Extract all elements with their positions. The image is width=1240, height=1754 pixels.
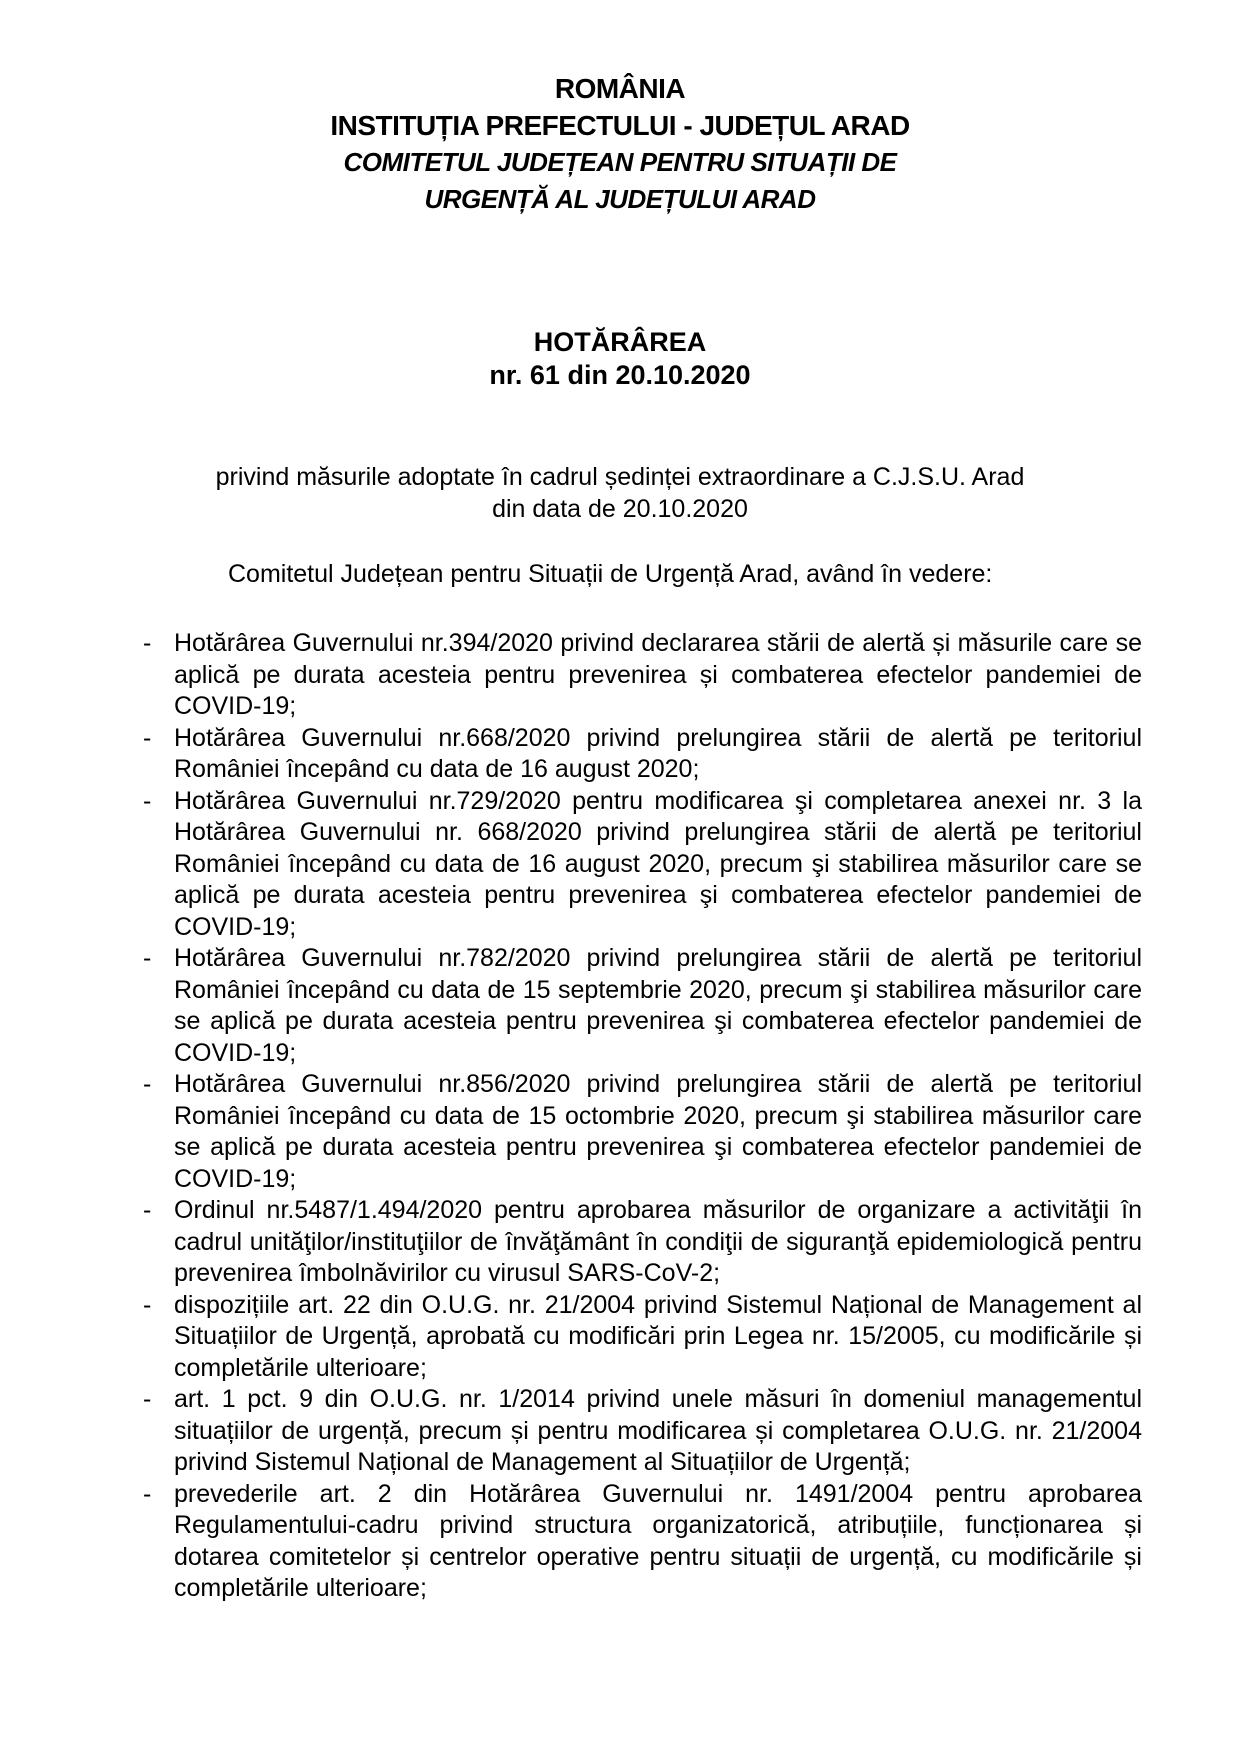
subject-line-1: privind măsurile adoptate în cadrul ședinței extraordinare a C.J.S.U. Arad [215,463,1025,491]
consideration-text: prevederile art. 2 din Hotărârea Guvernului nr. 1491/2004 pentru aprobarea Regulamentului-cadru privind structura organizatorică, atribuțiile, funcționarea și dotarea comitetelor și centrelor operative pentru situații de urgență, cu modificările și completările ulterioare; [174,1479,1142,1602]
institution-name: INSTITUȚIA PREFECTULUI - JUDEȚUL ARAD [330,110,910,141]
dash-bullet-icon: - [143,1479,152,1508]
consideration-item [143,1069,1142,1195]
decision-subject [98,461,1142,525]
dash-bullet-icon: - [143,1385,152,1413]
dash-bullet-icon: - [143,944,152,972]
consideration-item [143,1384,1142,1479]
considerations-list [143,628,1142,1605]
dash-bullet-icon: - [143,629,152,657]
consideration-text: Ordinul nr.5487/1.494/2020 pentru aprobarea măsurilor de organizare a activităţii în cadrul unităţilor/instituţiilor de învăţământ în condiţii de siguranţă epidemiologică pentru prevenirea îmbolnăvirilor cu virusul SARS-CoV-2; [174,1196,1142,1287]
consideration-text: art. 1 pct. 9 din O.U.G. nr. 1/2014 privind unele măsuri în domeniul managementul situațiilor de urgență, precum și pentru modificarea și completarea O.U.G. nr. 21/2004 privind Sistemul Național de Management al Situațiilor de Urgență; [174,1385,1142,1476]
subject-line-2: din data de 20.10.2020 [492,495,748,523]
consideration-item [143,723,1142,786]
committee-name-line-1: COMITETUL JUDEȚEAN PENTRU SITUAȚII DE [343,147,897,177]
dash-bullet-icon: - [143,786,152,815]
consideration-item [143,786,1142,944]
consideration-text: Hotărârea Guvernului nr.856/2020 privind prelungirea stării de alertă pe teritoriul României începând cu data de 15 octombrie 2020, precum şi stabilirea măsurilor care se aplică pe durata acesteia pentru prevenirea şi combaterea efectelor pandemiei de COVID-19; [174,1070,1142,1193]
consideration-item [143,1195,1142,1290]
consideration-item [143,1290,1142,1385]
consideration-text: dispozițiile art. 22 din O.U.G. nr. 21/2004 privind Sistemul Național de Management al Situațiilor de Urgență, aprobată cu modificări prin Legea nr. 15/2005, cu modificările și completările ulterioare; [174,1290,1142,1382]
decision-heading [98,326,1142,392]
consideration-text: Hotărârea Guvernului nr.782/2020 privind prelungirea stării de alertă pe teritoriul României începând cu data de 15 septembrie 2020, precum şi stabilirea măsurilor care se aplică pe durata acesteia pentru prevenirea şi combaterea efectelor pandemiei de COVID-19; [174,944,1142,1067]
dash-bullet-icon: - [143,1290,152,1319]
consideration-item [143,1479,1142,1605]
dash-bullet-icon: - [143,723,152,752]
committee-name-line-2: URGENȚĂ AL JUDEȚULUI ARAD [424,184,816,214]
dash-bullet-icon: - [143,1196,152,1224]
consideration-text: Hotărârea Guvernului nr.394/2020 privind declararea stării de alertă și măsurile care se aplică pe durata acesteia pentru prevenirea și combaterea efectelor pandemiei de COVID-19; [174,629,1142,720]
consideration-item [143,628,1142,723]
consideration-text: Hotărârea Guvernului nr.668/2020 privind prelungirea stării de alertă pe teritoriul României începând cu data de 16 august 2020; [174,723,1142,783]
consideration-text: Hotărârea Guvernului nr.729/2020 pentru modificarea şi completarea anexei nr. 3 la Hotărârea Guvernului nr. 668/2020 privind prelungirea stării de alertă pe teritoriul României începând cu data de 16 august 2020, precum şi stabilirea măsurilor care se aplică pe durata acesteia pentru prevenirea şi combaterea efectelor pandemiei de COVID-19; [174,786,1142,941]
preamble-paragraph: Comitetul Județean pentru Situații de Urgență Arad, având în vedere: [228,560,993,588]
dash-bullet-icon: - [143,1070,152,1098]
consideration-item [143,943,1142,1069]
letterhead [98,70,1142,218]
decision-number: nr. 61 din 20.10.2020 [489,360,751,390]
decision-title: HOTĂRÂREA [533,327,707,357]
country-name: ROMÂNIA [554,73,686,104]
